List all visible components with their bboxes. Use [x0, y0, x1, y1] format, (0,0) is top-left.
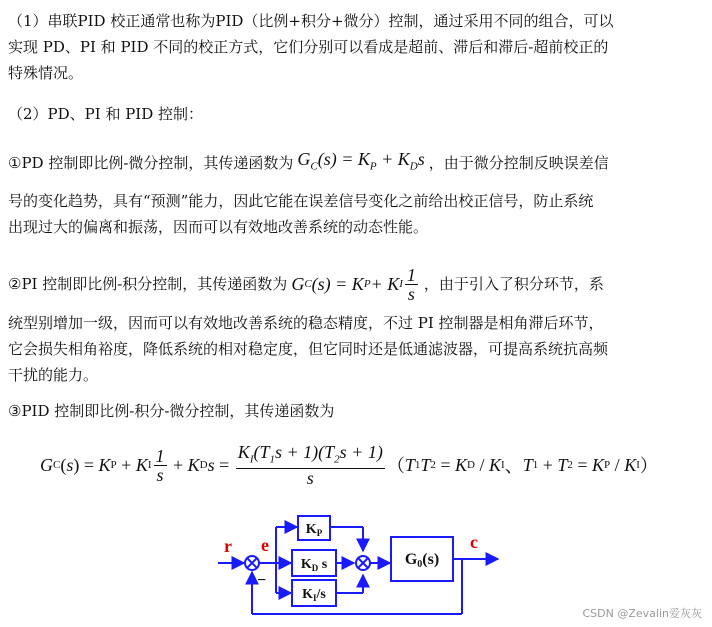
pi-paragraph [8, 262, 704, 388]
kd-block [292, 550, 336, 576]
feedback-minus-sign: − [257, 572, 267, 589]
kp-block [298, 516, 330, 540]
pi-line-2: 统型别增加一级，因而可以有效地改善系统的稳态精度，不过 PI 控制器是相角滞后环节， [8, 314, 604, 332]
pi-lead: ②PI 控制即比例-积分控制，其传递函数为 [8, 275, 288, 293]
pd-tail: ，由于微分控制反映误差信 [428, 154, 609, 172]
pd-lead: ①PD 控制即比例-微分控制，其传递函数为 [8, 154, 294, 172]
output-label: c [470, 532, 478, 552]
section-heading: （2）PD、PI 和 PID 控制： [8, 105, 204, 123]
pd-line-3: 出现过大的偏离和振荡，因而可以有效地改善系统的动态性能。 [8, 218, 429, 236]
pi-formula: G C (s) = K P + K I $\frac{1}{s}$ [291, 264, 416, 304]
pd-paragraph [8, 148, 704, 240]
pi-line-4: 干扰的能力。 [8, 366, 99, 384]
summing-junction-2 [356, 556, 370, 570]
kd-label: $K_D$ s [300, 557, 328, 573]
intro-paragraph [8, 8, 704, 86]
plant-block [391, 537, 453, 581]
pi-tail: ，由于引入了积分环节，系 [423, 275, 604, 293]
summing-junction-1 [245, 556, 259, 570]
pi-line-3: 它会损失相角裕度，降低系统的相对稳定度，但它同时还是低通滤波器，可提高系统抗高频 [8, 340, 609, 358]
pid-formula: G C ( s ) = K P + K I $\frac{1}{s}$ + K D s = $\frac{K_I(T_1s + 1)(T_2s + 1)}{s}$ （ T 1 T 2 = K D / K I 、 T 1 + T 2 = K P / K I ） [40, 441, 658, 489]
ki-label: $K_I/s$ [302, 587, 326, 603]
kp-label: $K_P$ [305, 522, 323, 538]
ki-block [292, 580, 336, 606]
intro-line-2: 实现 PD、PI 和 PID 不同的校正方式，它们分别可以看成是超前、滞后和滞后-超前校正的 [8, 38, 609, 56]
intro-line-3: 特殊情况。 [8, 64, 84, 82]
pid-lead: ③PID 控制即比例-积分-微分控制，其传递函数为 [8, 402, 335, 420]
input-label: r [224, 536, 232, 556]
error-label: e [261, 535, 269, 555]
intro-line-1: （1）串联PID 校正通常也称为PID（比例+积分+微分）控制，通过采用不同的组合，可以 [8, 12, 614, 30]
plant-label: G0(s) [404, 551, 440, 570]
pd-formula: $G_C(s) = K_P + K_Ds$ [297, 149, 425, 173]
pd-line-2: 号的变化趋势，具有“预测”能力，因此它能在误差信号变化之前给出校正信号，防止系统 [8, 192, 594, 210]
watermark: CSDN @Zevalin爱灰灰 [582, 607, 702, 620]
